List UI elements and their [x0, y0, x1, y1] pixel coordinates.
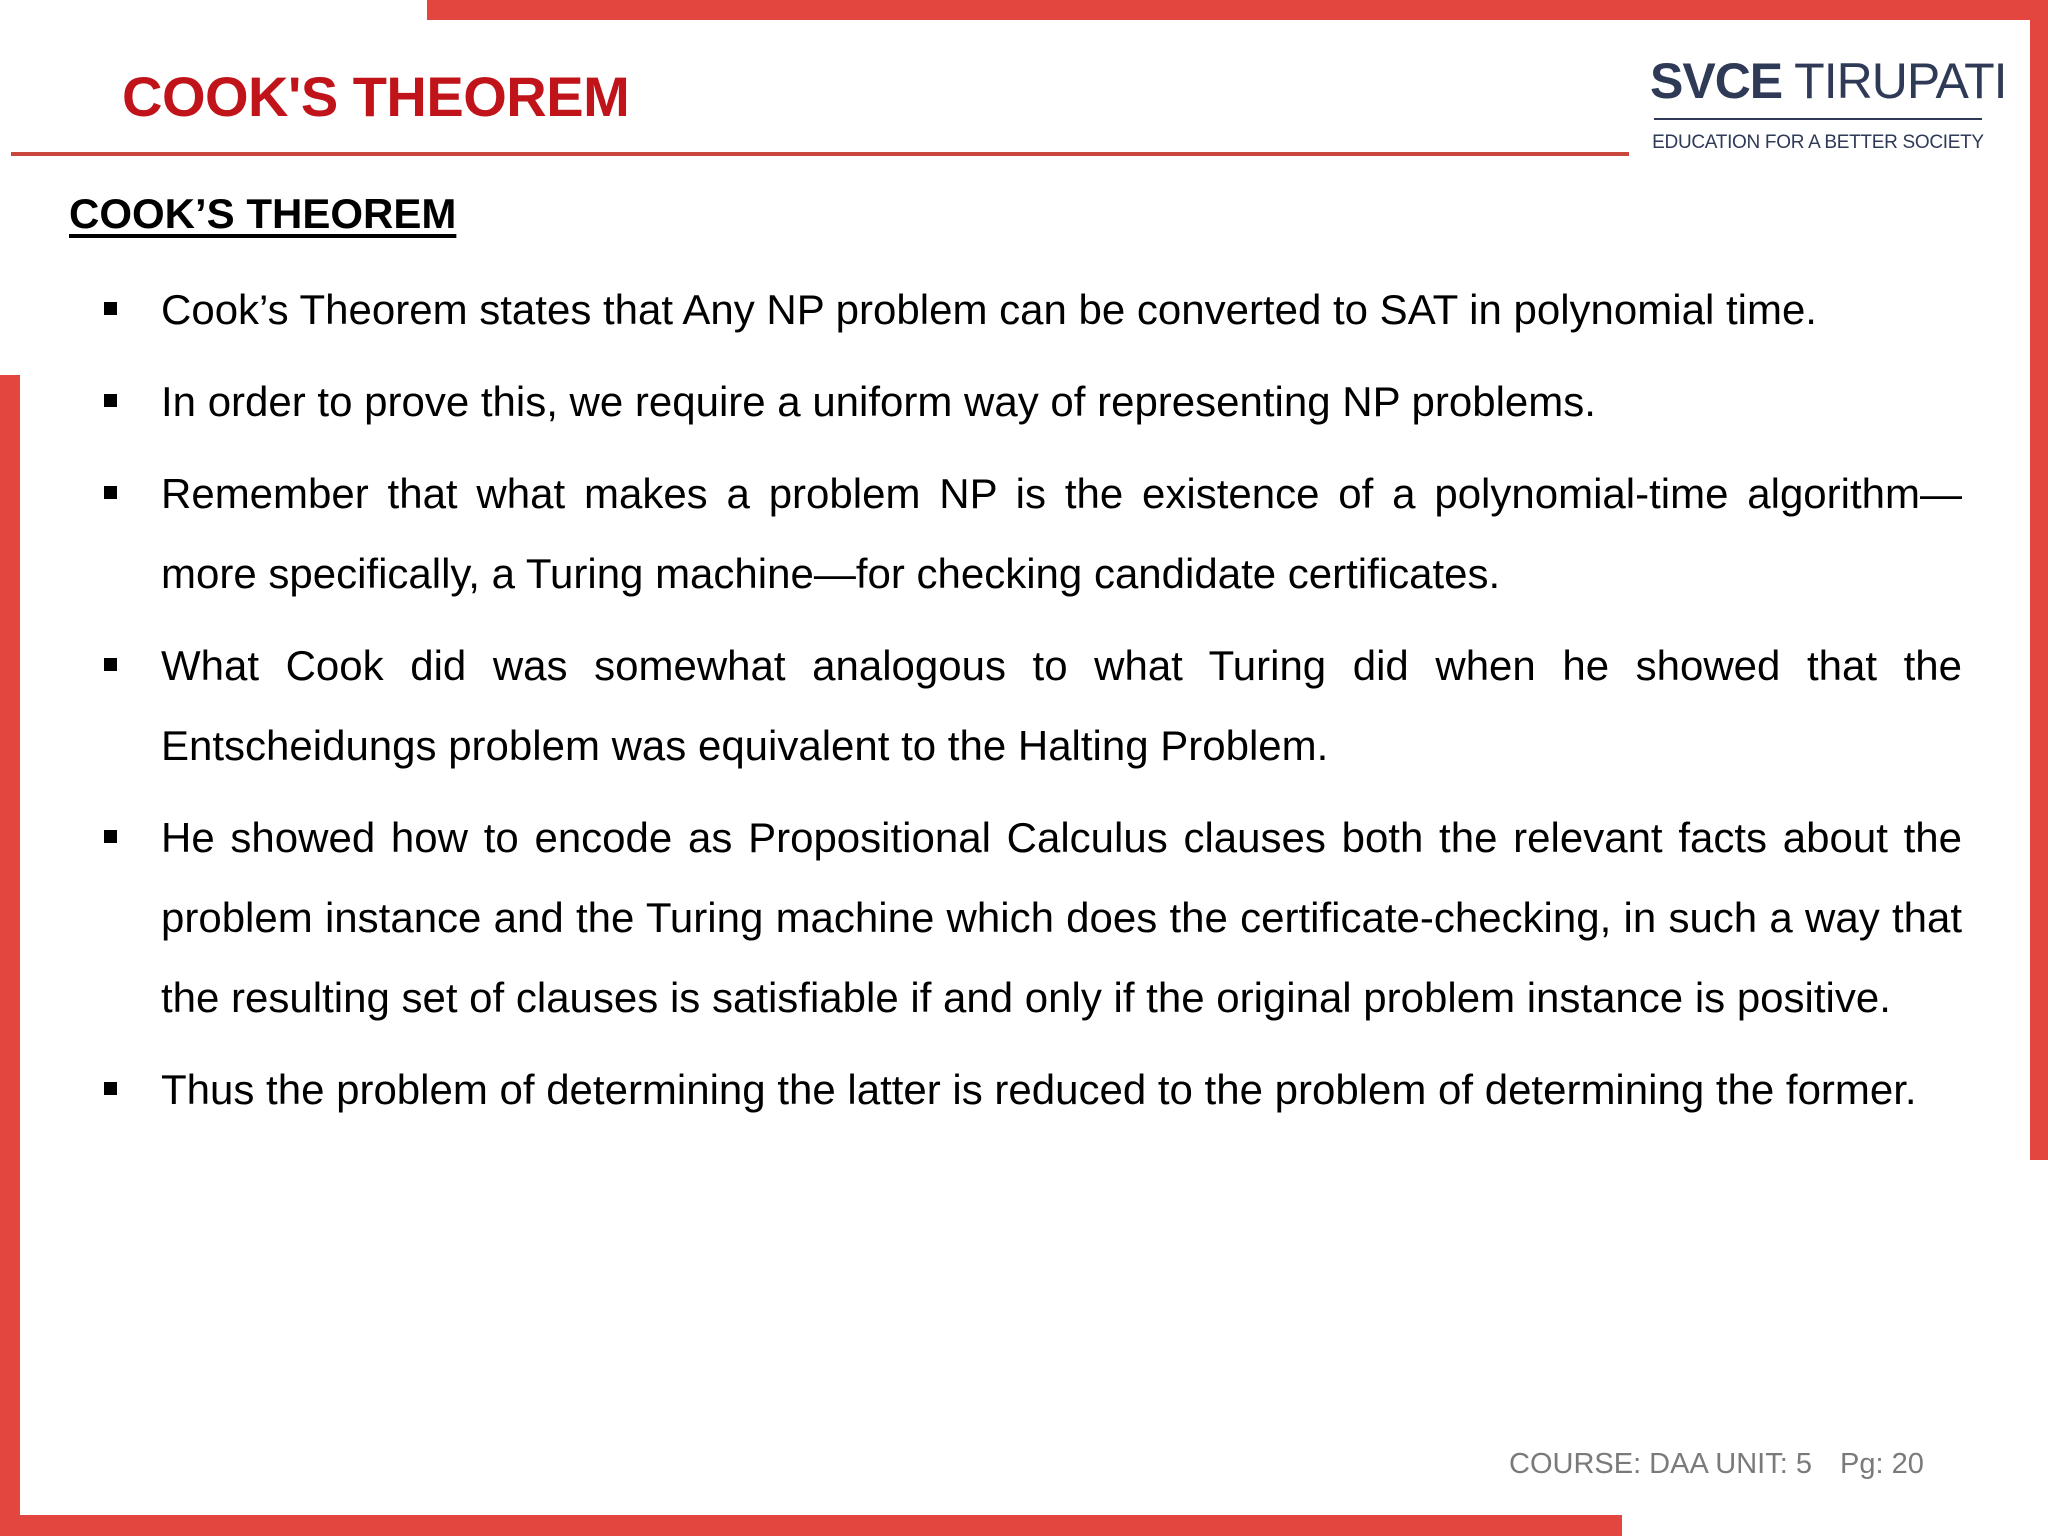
logo-brand-bold: SVCE	[1650, 53, 1783, 109]
bullet-item	[100, 1050, 1962, 1130]
top-accent-bar	[427, 0, 2048, 20]
bullet-text: He showed how to encode as Propositional Calculus clauses both the relevant facts about the problem instance and the Turing machine which does the certificate-checking, in such a way that the resulting set of clauses is satisfiable if and only if the original problem instance is positive.	[161, 814, 1962, 1021]
bullet-list	[100, 270, 1962, 1142]
title-underline-rule	[11, 152, 1629, 156]
slide-title: COOK'S THEOREM	[122, 65, 630, 128]
right-accent-bar	[2030, 0, 2048, 1160]
bottom-accent-bar	[0, 1515, 1622, 1536]
logo-tagline: EDUCATION FOR A BETTER SOCIETY	[1652, 132, 1984, 153]
square-bullet-icon	[104, 486, 117, 499]
bullet-text: Remember that what makes a problem NP is the existence of a polynomial-time algorithm—more specifically, a Turing machine—for checking candidate certificates.	[161, 470, 1962, 597]
logo-divider	[1654, 118, 1982, 120]
bullet-item	[100, 798, 1962, 1038]
bullet-text: In order to prove this, we require a uniform way of representing NP problems.	[161, 378, 1596, 425]
bullet-item	[100, 362, 1962, 442]
section-heading: COOK’S THEOREM	[69, 190, 457, 237]
logo-brand	[1650, 52, 2007, 110]
svce-logo	[1650, 52, 2007, 162]
footer-course-unit: COURSE: DAA UNIT: 5	[1509, 1448, 1812, 1480]
square-bullet-icon	[104, 830, 117, 843]
bullet-item	[100, 454, 1962, 614]
square-bullet-icon	[104, 394, 117, 407]
bullet-text: Cook’s Theorem states that Any NP problem can be converted to SAT in polynomial time.	[161, 286, 1817, 333]
square-bullet-icon	[104, 1082, 117, 1095]
footer-page-number: Pg: 20	[1840, 1448, 1924, 1480]
bullet-item	[100, 270, 1962, 350]
logo-brand-light: TIRUPATI	[1794, 53, 2007, 109]
bullet-text: What Cook did was somewhat analogous to what Turing did when he showed that the Entscheidungs problem was equivalent to the Halting Problem.	[161, 642, 1962, 769]
bullet-text: Thus the problem of determining the latter is reduced to the problem of determining the former.	[161, 1066, 1917, 1113]
square-bullet-icon	[104, 658, 117, 671]
left-accent-bar	[0, 375, 20, 1536]
square-bullet-icon	[104, 302, 117, 315]
bullet-item	[100, 626, 1962, 786]
